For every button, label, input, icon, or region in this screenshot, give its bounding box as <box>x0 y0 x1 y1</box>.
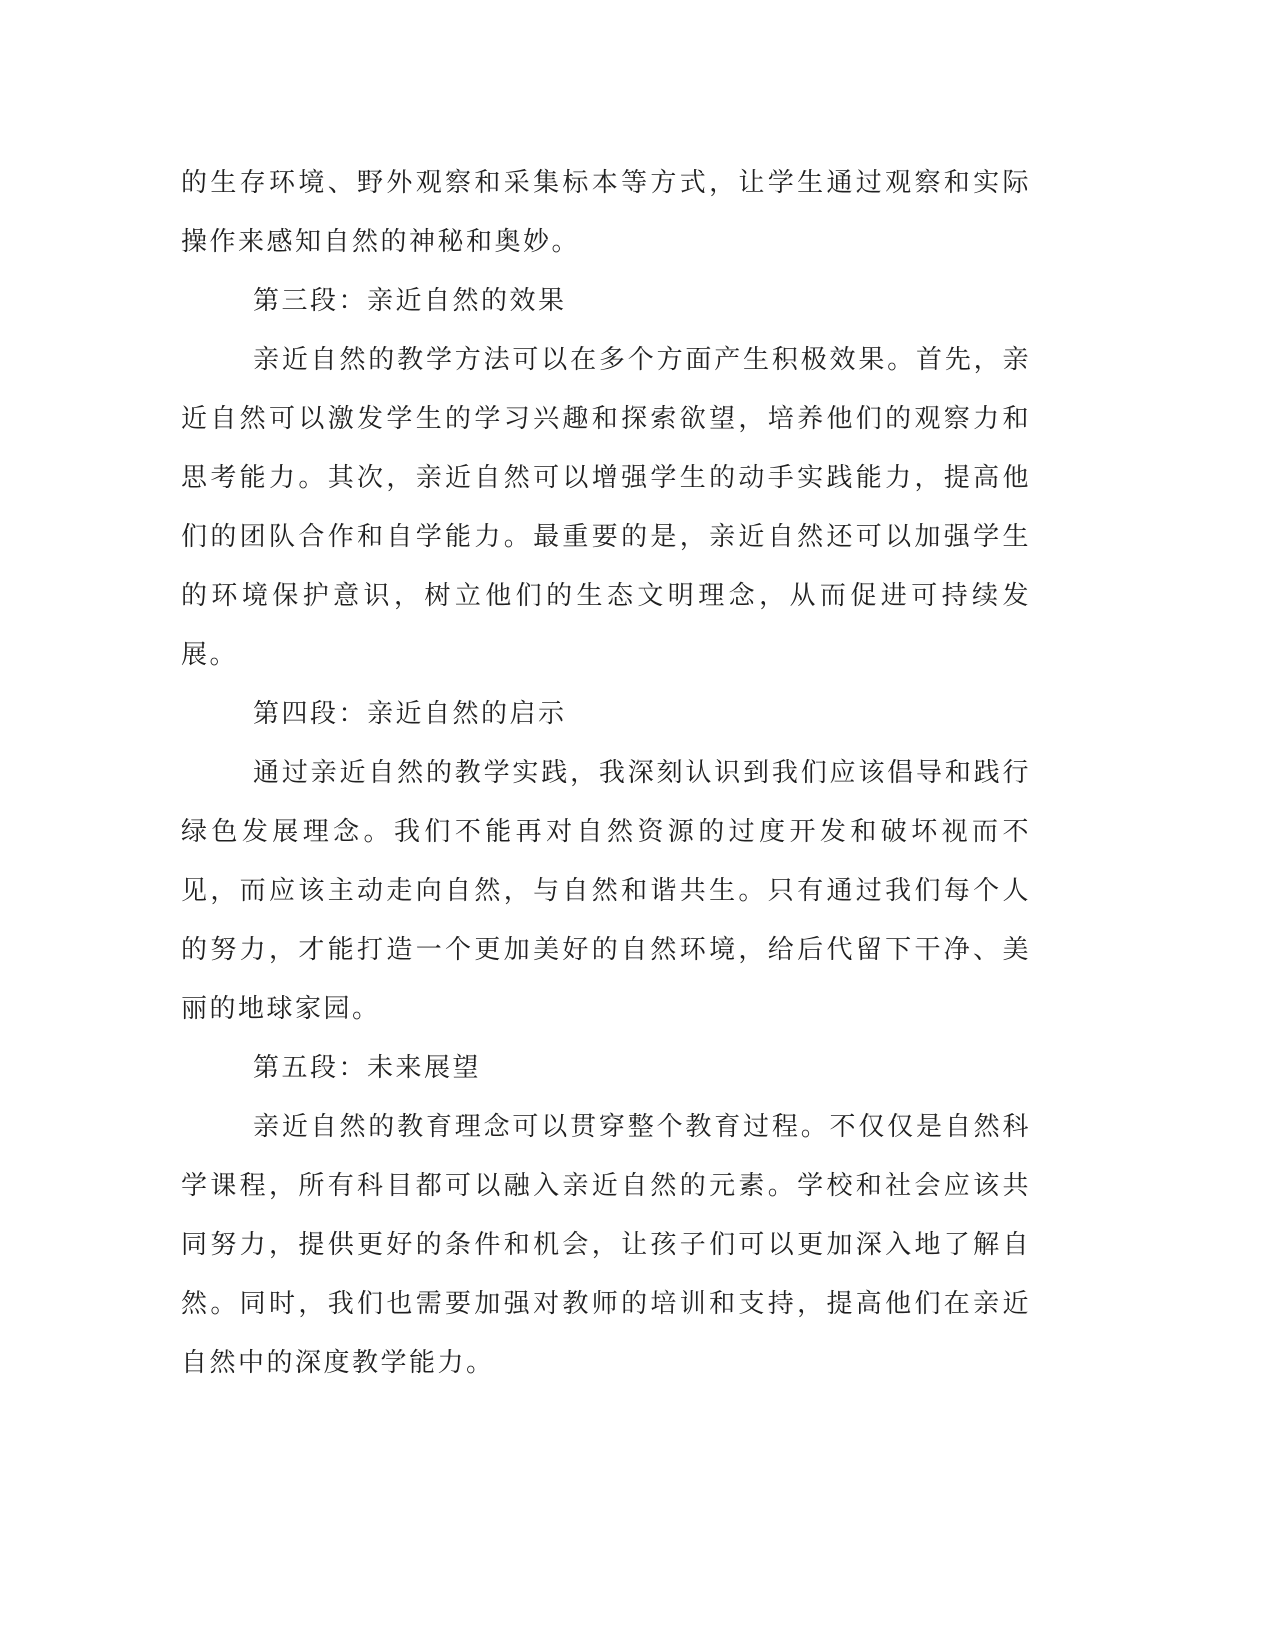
paragraph-continuation: 的生存环境、野外观察和采集标本等方式，让学生通过观察和实际操作来感知自然的神秘和奥妙。 <box>181 168 1031 257</box>
paragraph-section-5: 亲近自然的教育理念可以贯穿整个教育过程。不仅仅是自然科学课程，所有科目都可以融入亲近自然的元素。学校和社会应该共同努力，提供更好的条件和机会，让孩子们可以更加深入地了解自然。同时，我们也需要加强对教师的培训和支持，提高他们在亲近自然中的深度教学能力。 <box>181 1112 1031 1378</box>
paragraph-section-4: 通过亲近自然的教学实践，我深刻认识到我们应该倡导和践行绿色发展理念。我们不能再对自然资源的过度开发和破坏视而不见，而应该主动走向自然，与自然和谐共生。只有通过我们每个人的努力，才能打造一个更加美好的自然环境，给后代留下干净、美丽的地球家园。 <box>181 758 1031 1024</box>
section-heading-5: 第五段：未来展望 <box>253 1053 482 1083</box>
paragraph-section-3: 亲近自然的教学方法可以在多个方面产生积极效果。首先，亲近自然可以激发学生的学习兴趣和探索欲望，培养他们的观察力和思考能力。其次，亲近自然可以增强学生的动手实践能力，提高他们的团队合作和自学能力。最重要的是，亲近自然还可以加强学生的环境保护意识，树立他们的生态文明理念，从而促进可持续发展。 <box>181 345 1031 670</box>
section-heading-3: 第三段：亲近自然的效果 <box>253 286 567 316</box>
document-body <box>181 154 1031 1393</box>
section-heading-4: 第四段：亲近自然的启示 <box>253 699 567 729</box>
